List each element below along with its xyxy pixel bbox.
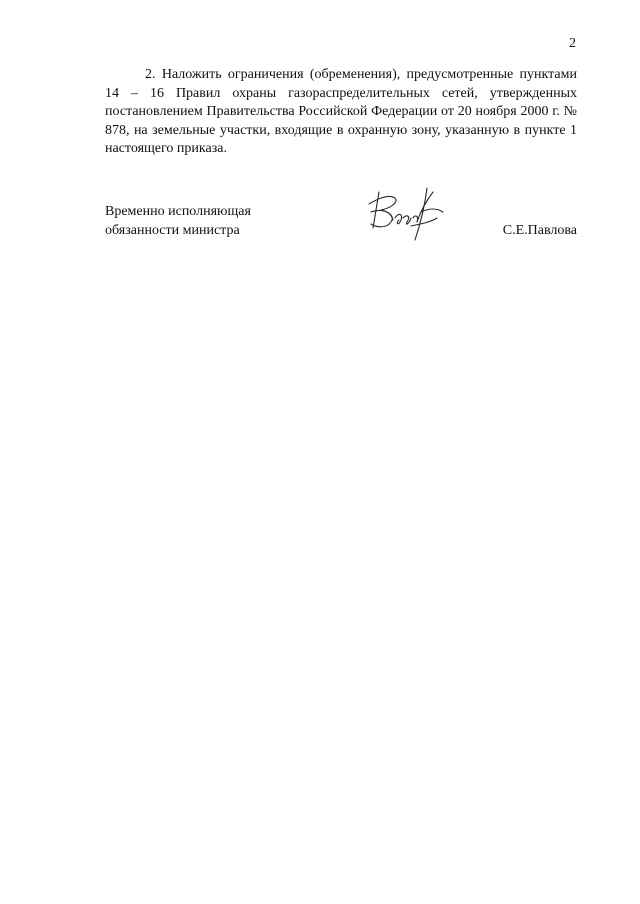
clause-paragraph: 2. Наложить ограничения (обременения), предусмотренные пунктами 14 – 16 Правил охраны газораспределительных сетей, утвержденных постановлением Правительства Российской Федерации от 20 ноября 2000 г. № 878, на земельные участки, входящие в охранную зону, указанную в пункте 1 настоящего приказа. bbox=[105, 67, 577, 156]
signature-block bbox=[105, 202, 577, 262]
signatory-position bbox=[105, 202, 251, 240]
signatory-name: С.Е.Павлова bbox=[502, 223, 577, 238]
signatory-position-line-1: Временно исполняющая bbox=[105, 204, 251, 219]
signatory-position-line-2: обязанности министра bbox=[105, 223, 240, 238]
page-number: 2 bbox=[569, 36, 576, 51]
handwritten-signature bbox=[365, 182, 447, 248]
